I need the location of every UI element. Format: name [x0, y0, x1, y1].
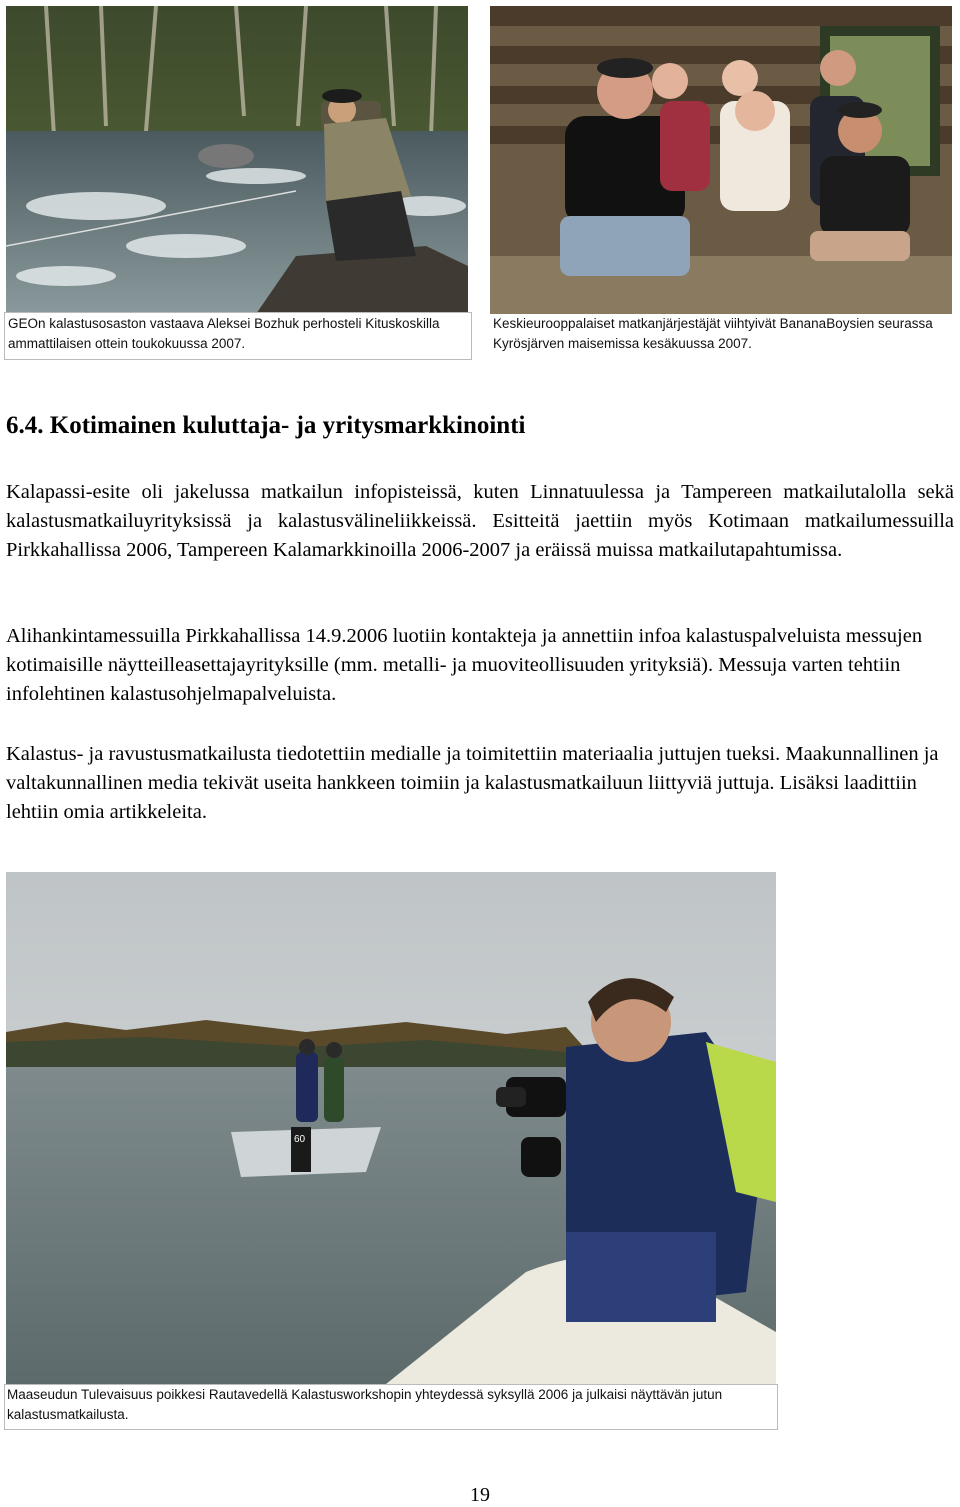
caption-top-right: Keskieurooppalaiset matkanjärjestäjät viihtyivät BananaBoysien seurassa Kyrösjärven maisemissa kesäkuussa 2007. [493, 316, 933, 351]
caption-top-left: GEOn kalastusosaston vastaava Aleksei Bozhuk perhosteli Kituskoskilla ammattilaisen ottein toukokuussa 2007. [8, 316, 440, 351]
boat-number-label: 60 [294, 1134, 306, 1145]
paragraph-2: Alihankintamessuilla Pirkkahallissa 14.9.2006 luotiin kontakteja ja annettiin infoa kalastuspalveluista messujen kotimaisille näytteilleasettajayrityksille (mm. metalli- ja muoviteollisuuden yrityksiä). Messuja varten tehtiin infolehtinen kalastusohjelmapalveluista. [6, 625, 923, 705]
photo-fisherman-rapids [6, 6, 468, 314]
photo-group [490, 6, 952, 314]
paragraph-1: Kalapassi-esite oli jakelussa matkailun infopisteissä, kuten Linnatuulessa ja Tampereen matkailutalolla sekä kalastusmatkailuyrityksissä ja kalastusvälineliikkeissä. Esitteitä jaettiin myös Kotimaan matkailumessuilla Pirkkahallissa 2006, Tampereen Kalamarkkinoilla 2006-2007 ja eräissä muissa matkailutapahtumissa. [6, 481, 954, 561]
section-heading: 6.4. Kotimainen kuluttaja- ja yritysmarkkinointi [6, 412, 526, 439]
photographer-in-boat-icon [6, 872, 776, 1384]
caption-bottom: Maaseudun Tulevaisuus poikkesi Rautavedellä Kalastusworkshopin yhteydessä syksyllä 2006 ja julkaisi näyttävän jutun kalastusmatkailusta. [7, 1387, 723, 1422]
paragraph-3: Kalastus- ja ravustusmatkailusta tiedotettiin medialle ja toimitettiin materiaalia juttujen tueksi. Maakunnallinen ja valtakunnallinen media tekivät useita hankkeen toimiin ja kalastusmatkailuun liittyviä juttuja. Lisäksi laadittiin lehtiin omia artikkeleita. [6, 743, 939, 823]
photo-photographer-boat [6, 872, 776, 1384]
page-number: 19 [470, 1484, 490, 1506]
group-photo-icon [490, 6, 952, 314]
fisherman-on-rapids-icon [6, 6, 468, 314]
